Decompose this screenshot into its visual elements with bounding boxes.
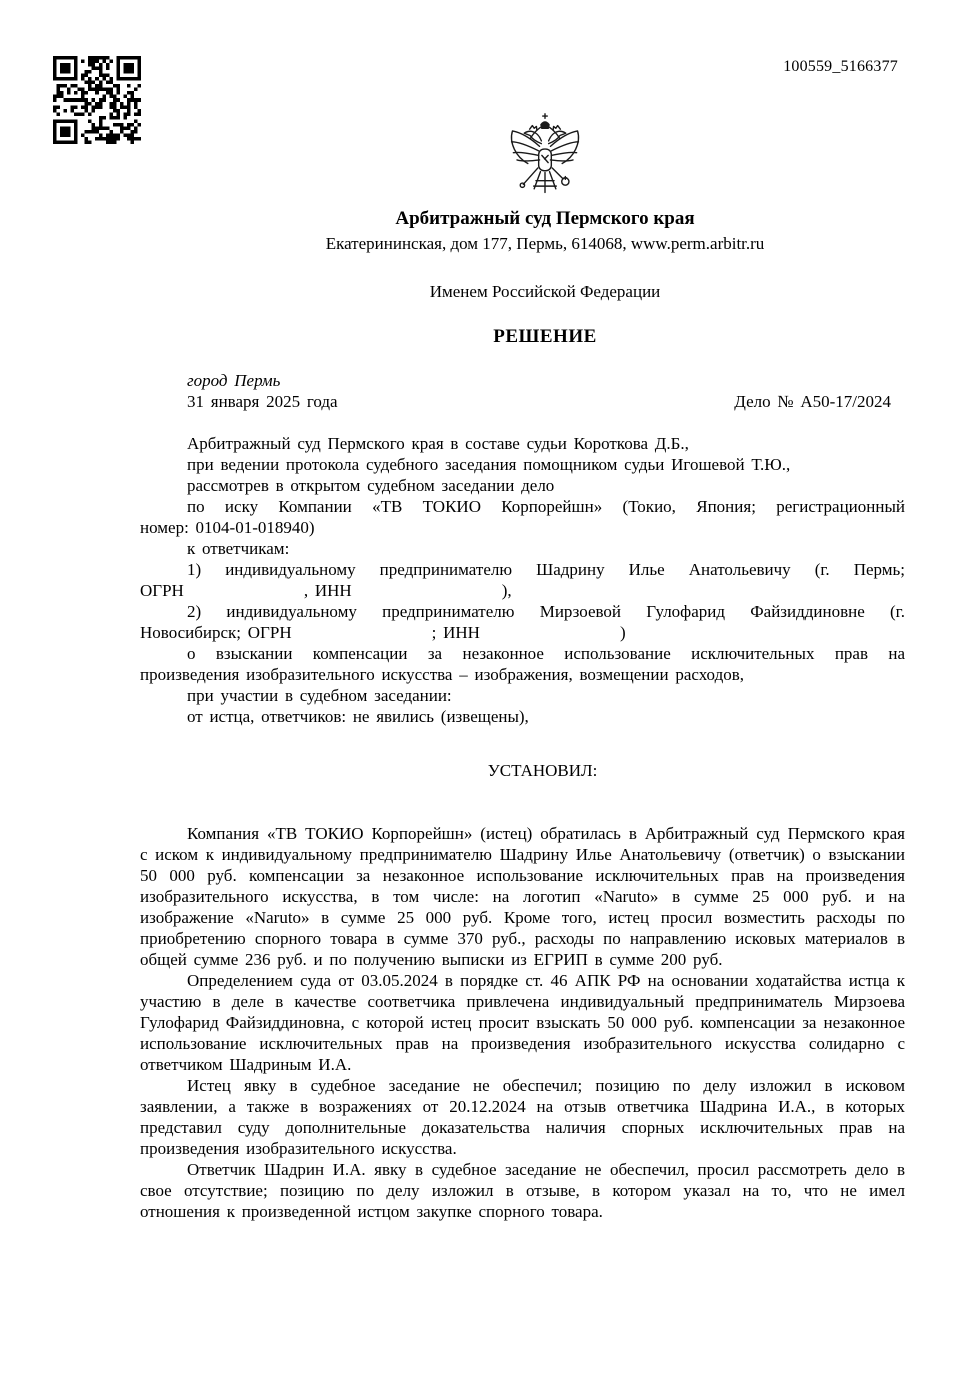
- ogrn-label: ОГРН: [140, 581, 184, 600]
- date-case-row: [140, 391, 905, 412]
- in-name-of-federation-line: Именем Российской Федерации: [429, 282, 661, 301]
- preamble-line-defendant1: 1) индивидуальному предпринимателю Шадрину Илье Анатольевичу (г. Пермь;: [187, 560, 905, 579]
- established-heading: УСТАНОВИЛ:: [487, 761, 598, 780]
- qr-code-icon: [53, 56, 141, 144]
- inn-label: ; ИНН: [431, 623, 480, 642]
- preamble-line-plaintiff: по иску Компании «ТВ ТОКИО Корпорейшн» (Токио, Япония; регистрационный: [187, 497, 905, 516]
- preamble-line-hearing: рассмотрев в открытом судебном заседании дело: [187, 476, 555, 495]
- document-header: [185, 112, 905, 347]
- paragraph-defendant-position: Ответчик Шадрин И.А. явку в судебное заседание не обеспечил, просил рассмотреть дело в свое отсутствие; позицию по делу изложил в отзыве, в котором указал на то, что не имел отношения к произведенной истцом закупке спорного товара.: [140, 1160, 905, 1221]
- preamble-line-claim-cont: произведения изобразительного искусства – изображения, возмещении расходов,: [140, 665, 744, 684]
- preamble-line-defendant2-ids: [140, 622, 905, 643]
- document-body: [140, 370, 905, 1222]
- preamble-line-defendant2: 2) индивидуальному предпринимателю Мирзоевой Гулофарид Файзиддиновне (г.: [187, 602, 905, 621]
- preamble-line-defendants-label: к ответчикам:: [187, 539, 290, 558]
- city-line: город Пермь: [187, 371, 281, 390]
- city-ogrn-label: Новосибирск; ОГРН: [140, 623, 292, 642]
- preamble-line-defendant1-ids: [140, 580, 905, 601]
- decision-text: [140, 823, 905, 1222]
- preamble: [140, 433, 905, 727]
- inn-label: , ИНН: [303, 581, 352, 600]
- closing-bracket: ),: [501, 581, 512, 600]
- preamble-line-attendance: от истца, ответчиков: не явились (извещены),: [187, 707, 529, 726]
- decision-title: РЕШЕНИЕ: [493, 326, 597, 347]
- court-address: Екатерининская, дом 177, Пермь, 614068, www.perm.arbitr.ru: [325, 234, 765, 253]
- preamble-line-reg-number: номер: 0104-01-018940): [140, 518, 315, 537]
- preamble-line-judge: Арбитражный суд Пермского края в составе судьи Короткова Д.Б.,: [187, 434, 689, 453]
- preamble-line-participation: при участии в судебном заседании:: [187, 686, 452, 705]
- paragraph-claim-summary: Компания «ТВ ТОКИО Корпорейшн» (истец) обратилась в Арбитражный суд Пермского края с иском к индивидуальному предпринимателю Шадрину Илье Анатольевичу (ответчик) о взыскании 50 000 руб. компенсации за незаконное использование исключительных прав на произведения изобразительного искусства, в том числе: на логотип «Naruto» в сумме 25 000 руб. и на изображение «Naruto» в сумме 25 000 руб. Кроме того, истец просил возместить расходы по приобретению спорного товара в сумме 370 руб., расходы по направлению исковых материалов в общей сумме 236 руб. и по получению выписки из ЕГРИП в сумме 200 руб.: [140, 824, 905, 969]
- preamble-line-claim: о взыскании компенсации за незаконное использование исключительных прав на: [187, 644, 905, 663]
- coat-of-arms-icon: [499, 112, 591, 206]
- paragraph-plaintiff-position: Истец явку в судебное заседание не обеспечил; позицию по делу изложил в исковом заявлении, а также в возражениях от 20.12.2024 на отзыв ответчика Шадрина И.А., в которых представил суду дополнительные доказательства наличия спорных исключительных прав на произведения изобразительного искусства.: [140, 1076, 905, 1158]
- closing-bracket: ): [619, 623, 626, 642]
- decision-date: 31 января 2025 года: [187, 392, 338, 411]
- paragraph-codefendant: Определением суда от 03.05.2024 в порядке ст. 46 АПК РФ на основании ходатайства истца к участию в деле в качестве соответчика привлечена индивидуальный предприниматель Мирзоева Гулофарид Файзиддиновна, с которой истец просит взыскать 50 000 руб. компенсации за незаконное использование исключительных прав на произведения изобразительного искусства солидарно с ответчиком Шадриным И.А.: [140, 971, 905, 1074]
- document-id: 100559_5166377: [783, 58, 898, 75]
- court-name: Арбитражный суд Пермского края: [395, 208, 695, 229]
- case-number: Дело № А50-17/2024: [734, 392, 891, 411]
- preamble-line-clerk: при ведении протокола судебного заседания помощником судьи Игошевой Т.Ю.,: [187, 455, 791, 474]
